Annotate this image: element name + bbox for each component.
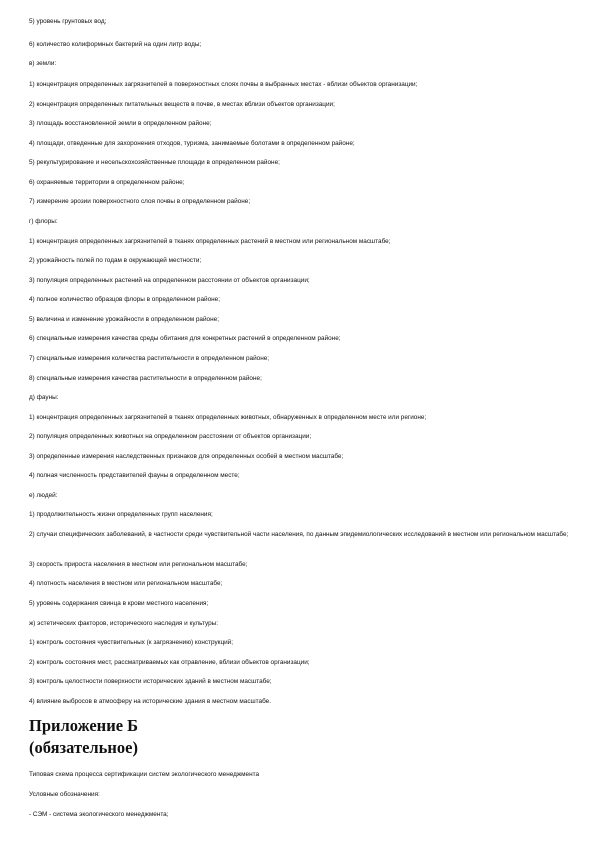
- appendix-title: Приложение Б: [29, 716, 139, 735]
- text-line: 1) продолжительность жизни определенных групп населения;: [29, 511, 213, 518]
- text-line: 6) охраняемые территории в определенном районе;: [29, 179, 185, 186]
- text-line: 2) случаи специфических заболеваний, в частности среди чувствительной части населения, по данным эпидемиологических исследований в местном или региональном масштабе;: [29, 531, 569, 538]
- text-line: 7) специальные измерения количества растительности в определенном районе;: [29, 355, 270, 362]
- text-line: 4) влияние выбросов в атмосферу на исторические здания в местном масштабе.: [29, 698, 271, 705]
- text-line: 6) специальные измерения качества среды обитания для конкретных растений в определенном районе;: [29, 335, 341, 342]
- text-line: 3) определенные измерения наследственных признаков для определенных особей в местном масштабе;: [29, 453, 344, 460]
- text-line: 4) полная численность представителей фауны в определенном месте;: [29, 472, 240, 479]
- text-line: 3) скорость прироста населения в местном или региональном масштабе;: [29, 561, 248, 568]
- section-label: д) фауны:: [29, 394, 59, 401]
- appendix-subtitle: (обязательное): [29, 738, 138, 757]
- section-label: е) людей:: [29, 492, 58, 499]
- text-line: 3) контроль целостности поверхности исторических зданий в местном масштабе;: [29, 678, 272, 685]
- text-line: 5) величина и изменение урожайности в определенном районе;: [29, 316, 219, 323]
- text-line: 3) площадь восстановленной земли в определенном районе;: [29, 120, 212, 127]
- text-line: 1) концентрация определенных загрязнителей в тканях определенных растений в местном или региональном масштабе;: [29, 238, 391, 245]
- text-line: 4) площади, отведенные для захоронения отходов, туризма, занимаемые болотами в определенном районе;: [29, 140, 355, 147]
- text-line: 4) полное количество образцов флоры в определенном районе;: [29, 296, 220, 303]
- section-label: в) земли:: [29, 60, 57, 67]
- appendix-caption: Типовая схема процесса сертификации систем экологического менеджмента: [29, 771, 260, 778]
- text-line: 5) уровень грунтовых вод;: [29, 18, 107, 25]
- text-line: 2) контроль состояния мест, рассматриваемых как отравление, вблизи объектов организации;: [29, 659, 310, 666]
- text-line: 7) измерение эрозии поверхностного слоя почвы в определенном районе;: [29, 198, 251, 205]
- text-line: 2) урожайность полей по годам в окружающей местности;: [29, 257, 202, 264]
- text-line: 2) концентрация определенных питательных веществ в почве, в местах вблизи объектов организации;: [29, 101, 335, 108]
- legend-title: Условные обозначения:: [29, 791, 100, 798]
- text-line: 6) количество колиформных бактерий на один литр воды;: [29, 41, 202, 48]
- text-line: 3) популяция определенных растений на определенном расстоянии от объектов организации;: [29, 277, 310, 284]
- text-line: 8) специальные измерения качества растительности в определенном районе;: [29, 375, 262, 382]
- text-line: 5) уровень содержания свинца в крови местного населения;: [29, 600, 209, 607]
- text-line: 1) концентрация определенных загрязнителей в поверхностных слоях почвы в выбранных местах - вблизи объектов организации;: [29, 81, 418, 88]
- text-line: 1) контроль состояния чувствительных (к загрязнению) конструкций;: [29, 639, 234, 646]
- text-line: 4) плотность населения в местном или региональном масштабе;: [29, 580, 223, 587]
- text-line: 2) популяция определенных животных на определенном расстоянии от объектов организации;: [29, 433, 312, 440]
- legend-item: - СЭМ - система экологического менеджмента;: [29, 811, 169, 818]
- text-line: 5) рекультурирование и несельскохозяйственные площади в определенном районе;: [29, 159, 280, 166]
- section-label: ж) эстетических факторов, исторического наследия и культуры:: [29, 620, 219, 627]
- text-line: 1) концентрация определенных загрязнителей в тканях определенных животных, обнаруженных в определенном месте или регионе;: [29, 414, 427, 421]
- section-label: г) флоры:: [29, 218, 58, 225]
